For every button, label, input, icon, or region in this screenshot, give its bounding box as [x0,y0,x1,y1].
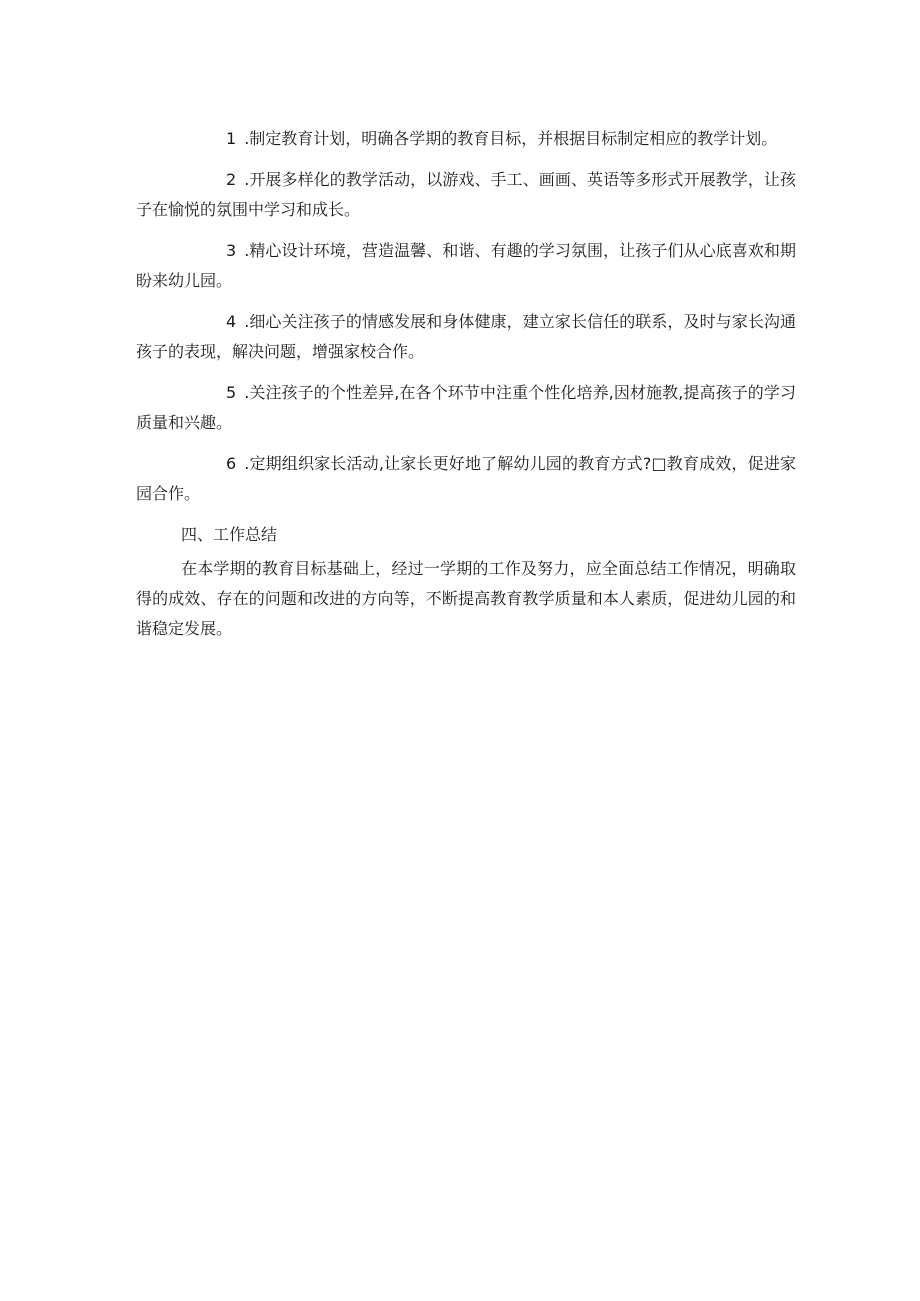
list-item-text: .细心关注孩子的情感发展和身体健康，建立家长信任的联系，及时与家长沟通孩子的表现，解决问题，增强家校合作。 [136,312,796,361]
list-item-text: .开展多样化的教学活动，以游戏、手工、画画、英语等多形式开展教学，让孩子在愉悦的氛围中学习和成长。 [136,170,796,219]
section-heading: 四、工作总结 [181,525,278,544]
list-item-1 [136,124,796,154]
list-item-number: 2 [226,170,237,189]
list-item-text: .制定教育计划，明确各学期的教育目标，并根据目标制定相应的教学计划。 [244,129,778,148]
list-item-number: 1 [226,129,237,148]
list-item-number: 5 [226,383,237,402]
list-item-4 [136,307,796,367]
list-item-5 [136,378,796,438]
list-item-2 [136,165,796,225]
list-item-number: 4 [226,312,237,331]
list-item-6 [136,449,796,509]
list-item-number: 6 [226,454,237,473]
summary-paragraph: 在本学期的教育目标基础上，经过一学期的工作及努力，应全面总结工作情况，明确取得的成效、存在的问题和改进的方向等，不断提高教育教学质量和本人素质，促进幼儿园的和谐稳定发展。 [136,559,796,638]
list-item-text: .定期组织家长活动,让家长更好地了解幼儿园的教育方式?□教育成效，促进家园合作。 [136,454,796,503]
list-item-3 [136,236,796,296]
document-body [136,124,796,644]
list-item-text: .精心设计环境，营造温馨、和谐、有趣的学习氛围，让孩子们从心底喜欢和期盼来幼儿园。 [136,241,796,290]
list-item-number: 3 [226,241,237,260]
list-item-text: .关注孩子的个性差异,在各个环节中注重个性化培养,因材施教,提高孩子的学习质量和兴趣。 [136,383,796,432]
